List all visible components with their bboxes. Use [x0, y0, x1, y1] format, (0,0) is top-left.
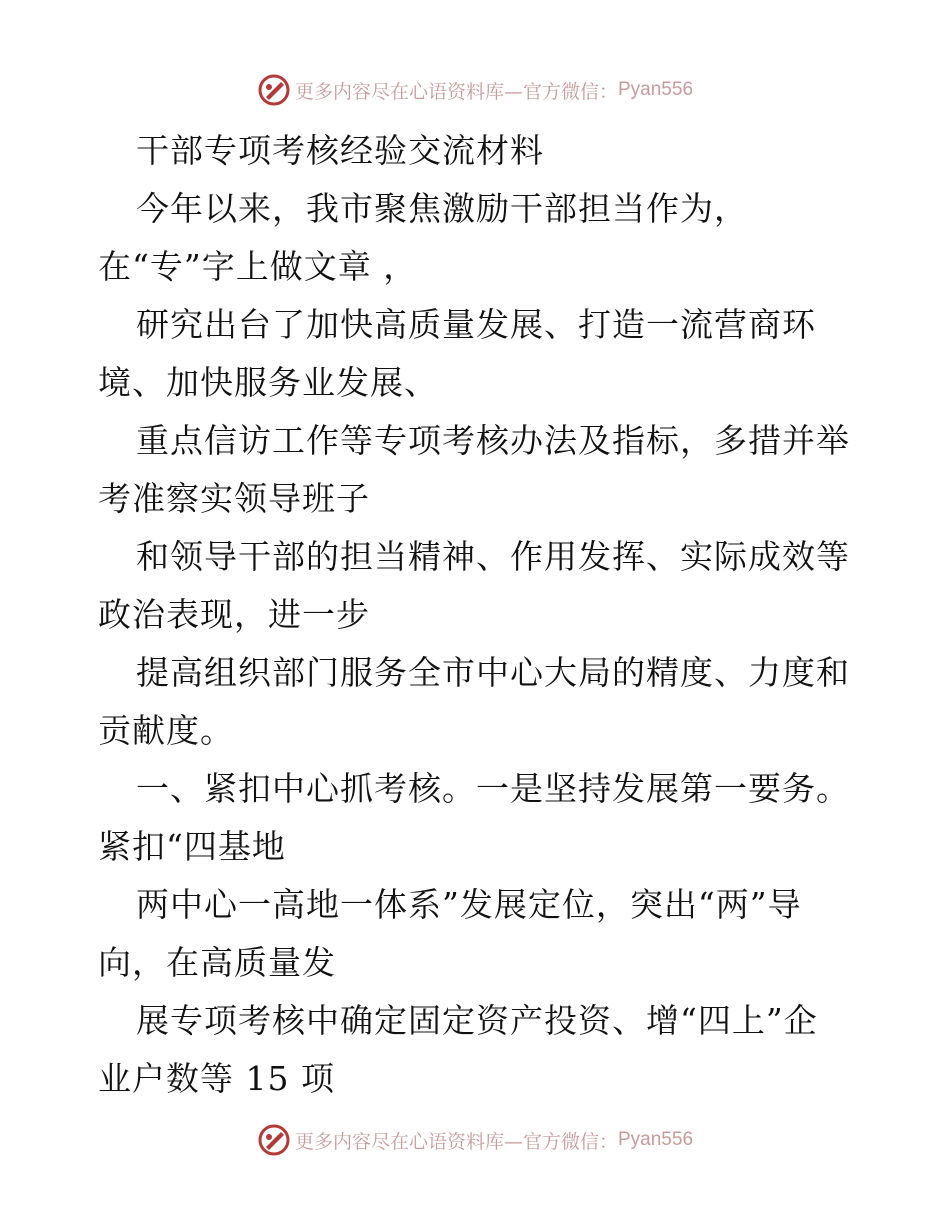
paragraph-line: 提高组织部门服务全市中心大局的精度、力度和: [136, 653, 850, 692]
paragraph-line: 和领导干部的担当精神、作用发挥、实际成效等: [136, 537, 850, 576]
section-heading-line: 一、紧扣中心抓考核。一是坚持发展第一要务。: [136, 769, 850, 808]
banner-text: 更多内容尽在心语资料库—官方微信：: [294, 80, 618, 103]
paragraph-line: 两中心一高地一体系”发展定位，突出“两”导: [136, 885, 802, 924]
wechat-id: Pyan556: [618, 79, 694, 100]
paragraph-line: 今年以来，我市聚焦激励干部担当作为，: [136, 189, 748, 228]
wechat-id: Pyan556: [618, 1129, 694, 1150]
banner-text: 更多内容尽在心语资料库—官方微信：: [294, 1130, 618, 1153]
paragraph-line: 境、加快服务业发展、: [98, 363, 438, 402]
paragraph-line: 贡献度。: [98, 711, 234, 750]
paragraph-line: 展专项考核中确定固定资产投资、增“四上”企: [136, 1001, 818, 1040]
paragraph-line: 考准察实领导班子: [98, 479, 370, 518]
paragraph-line: 在“专”字上做文章 ，: [98, 247, 418, 286]
paragraph-line: 向，在高质量发: [98, 943, 336, 982]
paragraph-line: 研究出台了加快高质量发展、打造一流营商环: [136, 305, 816, 344]
header-watermark-banner: [0, 70, 950, 110]
paragraph-line: 紧扣“四基地: [98, 827, 286, 866]
paragraph-line: 业户数等 15 项: [98, 1059, 335, 1098]
logo-icon: [257, 1123, 291, 1157]
logo-icon: [257, 73, 291, 107]
paragraph-line: 重点信访工作等专项考核办法及指标，多措并举: [136, 421, 850, 460]
document-body: [98, 122, 858, 1108]
paragraph-line: 政治表现，进一步: [98, 595, 370, 634]
footer-watermark-banner: [0, 1120, 950, 1160]
document-title: 干部专项考核经验交流材料: [136, 131, 544, 170]
